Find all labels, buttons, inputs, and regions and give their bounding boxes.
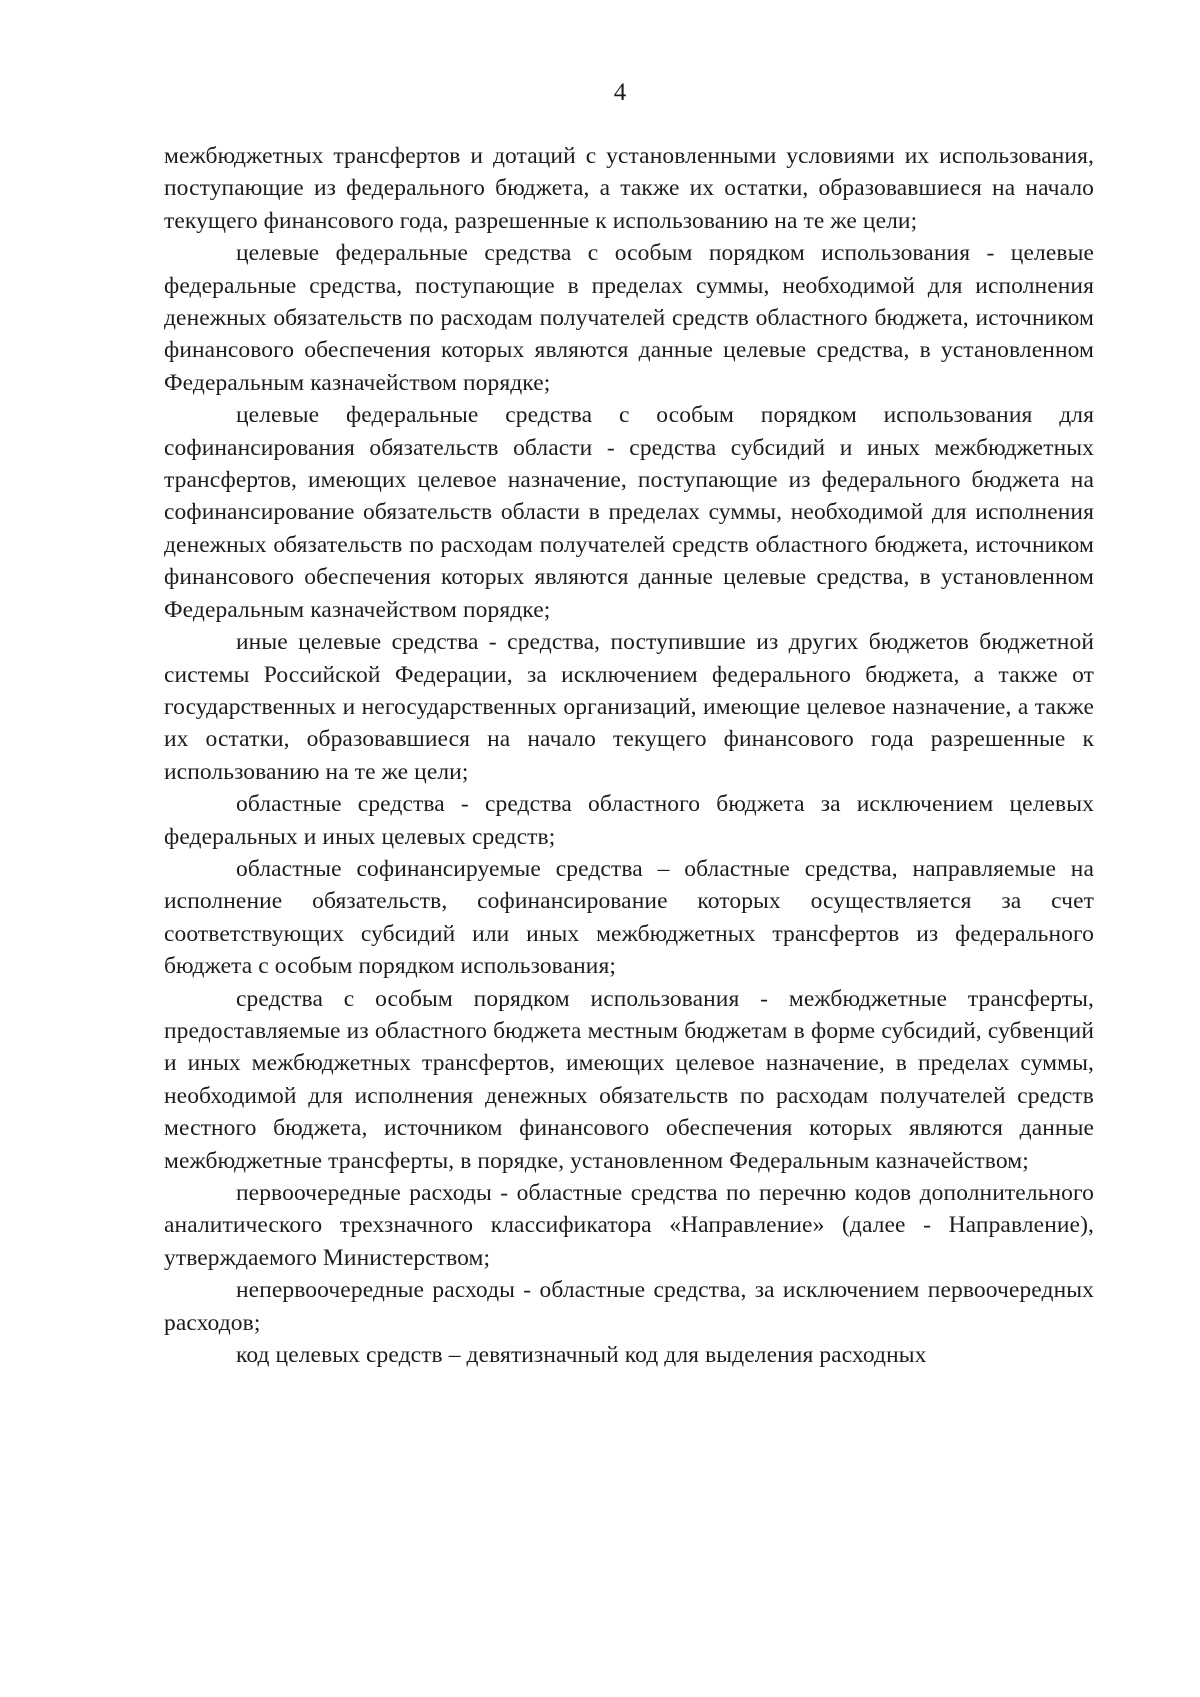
paragraph-other-target-funds: иные целевые средства - средства, поступившие из других бюджетов бюджетной системы Российской Федерации, за исключением федерального бюджета, а также от государственных и негосударственных организаций, имеющие целевое назначение, а также их остатки, образовавшиеся на начало текущего финансового года разрешенные к использованию на те же цели;: [164, 629, 1094, 785]
paragraph-regional-funds: областные средства - средства областного бюджета за исключением целевых федеральных и иных целевых средств;: [164, 791, 1094, 850]
document-body: [164, 140, 1094, 1371]
paragraph-non-priority-expenses: непервоочередные расходы - областные средства, за исключением первоочередных расходов;: [164, 1277, 1094, 1336]
paragraph-priority-expenses: первоочередные расходы - областные средства по перечню кодов дополнительного аналитического трехзначного классификатора «Направление» (далее - Направление), утверждаемого Министерством;: [164, 1180, 1094, 1271]
paragraph-special-order-funds: средства с особым порядком использования - межбюджетные трансферты, предоставляемые из областного бюджета местным бюджетам в форме субсидий, субвенций и иных межбюджетных трансфертов, имеющих целевое назначение, в пределах суммы, необходимой для исполнения денежных обязательств по расходам получателей средств местного бюджета, источником финансового обеспечения которых являются данные межбюджетные трансферты, в порядке, установленном Федеральным казначейством;: [164, 985, 1094, 1174]
page-number: 4: [613, 79, 627, 106]
paragraph-target-funds-code: код целевых средств – девятизначный код для выделения расходных: [236, 1342, 927, 1369]
paragraph-federal-special-order: целевые федеральные средства с особым порядком использования - целевые федеральные средства, поступающие в пределах суммы, необходимой для исполнения денежных обязательств по расходам получателей средств областного бюджета, источником финансового обеспечения которых являются данные целевые средства, в установленном Федеральным казначейством порядке;: [164, 240, 1094, 396]
paragraph-regional-cofinanced-funds: областные софинансируемые средства – областные средства, направляемые на исполнение обязательств, софинансирование которых осуществляется за счет соответствующих субсидий или иных межбюджетных трансфертов из федерального бюджета с особым порядком использования;: [164, 855, 1094, 980]
paragraph-transfers-continuation: межбюджетных трансфертов и дотаций с установленными условиями их использования, поступающие из федерального бюджета, а также их остатки, образовавшиеся на начало текущего финансового года, разрешенные к использованию на те же цели;: [164, 143, 1094, 234]
paragraph-federal-cofinancing: целевые федеральные средства с особым порядком использования для софинансирования обязательств области - средства субсидий и иных межбюджетных трансфертов, имеющих целевое назначение, поступающие из федерального бюджета на софинансирование обязательств области в пределах суммы, необходимой для исполнения денежных обязательств по расходам получателей средств областного бюджета, источником финансового обеспечения которых являются данные целевые средства, в установленном Федеральным казначейством порядке;: [164, 402, 1094, 623]
